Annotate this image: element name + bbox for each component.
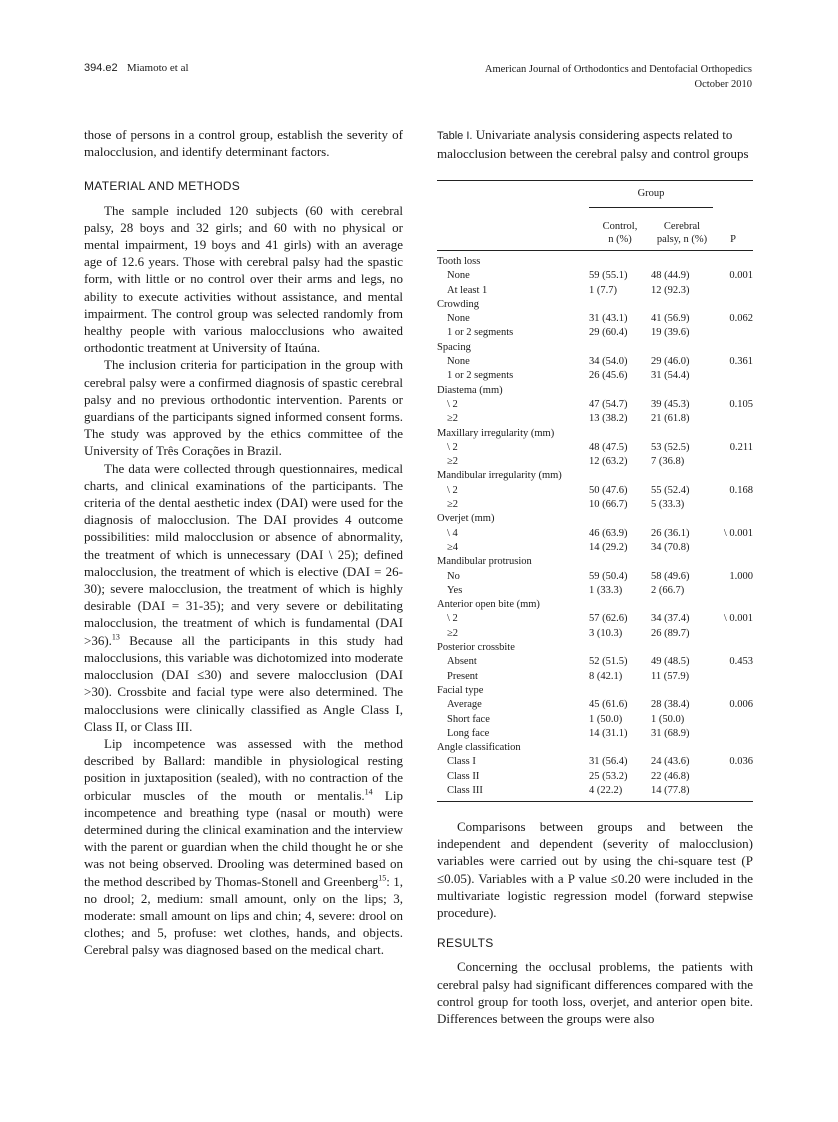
table-cell-p: 0.105 <box>729 398 753 410</box>
header-line: n (%) <box>608 233 632 245</box>
table-cell-p <box>713 541 753 555</box>
table-cell-cerebral-palsy: 24 (43.6) <box>651 756 690 768</box>
paragraph-inclusion: The inclusion criteria for participation in the group with cerebral palsy were a confirmed diagnosis of spastic cerebral palsy and no previous orthodontic intervention. Parents or guardians of the participants signed informed consent forms. The study was approved by the ethics committee of the University of Três Corações in Brazil. <box>84 357 403 459</box>
table-cell-cerebral-palsy: 58 (49.6) <box>651 570 690 582</box>
table-group-label: Crowding <box>437 298 479 310</box>
table-row <box>437 541 753 555</box>
left-column <box>84 126 403 959</box>
table-cell-control: 31 (56.4) <box>589 756 628 768</box>
table-header-cerebral-palsy <box>651 208 713 251</box>
table-cell-control: 10 (66.7) <box>589 499 628 511</box>
table-cell-control: 25 (53.2) <box>589 770 628 782</box>
table-group-row <box>437 512 753 526</box>
table-cell-cerebral-palsy: 21 (61.8) <box>651 413 690 425</box>
table-cell-level: Long face <box>447 727 490 739</box>
table-group-row <box>437 251 753 270</box>
table-header-empty <box>437 208 589 251</box>
table-cell-cerebral-palsy: 31 (54.4) <box>651 370 690 382</box>
text-segment: Because all the participants in this study had malocclusions, this variable was dichotomized into moderate malocclusion (DAI ≤30) and severe malocclusion (DAI >30). Crossbite and facial type were also determined. The malocclusions were clinically classified as Angle Class I, Class II, or Class III. <box>84 632 403 734</box>
table-cell-cerebral-palsy: 22 (46.8) <box>651 770 690 782</box>
table-cell-cerebral-palsy: 39 (45.3) <box>651 398 690 410</box>
table-cell-cerebral-palsy: 48 (44.9) <box>651 270 690 282</box>
table-cell-p <box>713 727 753 741</box>
table-cell-level: \ 4 <box>447 527 458 539</box>
table-group-label: Spacing <box>437 341 471 353</box>
paragraph-results: Concerning the occlusal problems, the patients with cerebral palsy had significant differences compared with the control group for tooth loss, overjet, and anterior open bite. Differences between the groups were also <box>437 959 753 1027</box>
table-header-empty <box>713 181 753 208</box>
table-cell-p <box>713 369 753 383</box>
table-row <box>437 627 753 641</box>
text-segment: The data were collected through questionnaires, medical charts, and clinical examinations of the participants. The criteria of the dental aesthetic index (DAI) were used for the diagnosis of malocclusion. The DAI provides 4 outcome possibilities: mild malocclusion or absence of abnormality, the treatment of which is unnecessary (DAI \ 25); defined malocclusion, the treatment of which is elective (DAI = 26-30); severe malocclusion, the treatment of which is highly desirable (DAI = 31-35); and very severe or debilitating malocclusion, the treatment of which is fundamental (DAI >36). <box>84 460 403 648</box>
paragraph-sample: The sample included 120 subjects (60 with cerebral palsy, 28 boys and 32 girls; and 60 with no physical or mental impairment, 19 boys and 41 girls) with an average age of 12.6 years. Those with cerebral palsy had the spastic form, with little or no control over their arms and legs, no ability to execute activities without assistance, and mental impairment. The control group was selected randomly from healthy people with various malocclusions who awaited orthodontic treatment at University of Itaúna. <box>84 202 403 356</box>
table-row <box>437 455 753 469</box>
reference-13: 13 <box>111 632 120 642</box>
table-cell-cerebral-palsy: 29 (46.0) <box>651 356 690 368</box>
running-header-right <box>485 62 752 92</box>
table-1 <box>437 180 753 802</box>
table-cell-control: 47 (54.7) <box>589 398 628 410</box>
table-group-label: Facial type <box>437 684 484 696</box>
table-cell-p <box>713 455 753 469</box>
table-cell-level: 1 or 2 segments <box>447 327 514 339</box>
table-header-control <box>589 208 651 251</box>
table-cell-p: 0.001 <box>729 270 753 282</box>
table-cell-p <box>713 284 753 298</box>
running-header-left <box>84 62 189 74</box>
table-cell-p <box>713 770 753 784</box>
right-column <box>437 818 753 1027</box>
table-header-group: Group <box>589 181 713 208</box>
table-cell-control: 4 (22.2) <box>589 784 651 802</box>
table-cell-level: \ 2 <box>447 441 458 453</box>
table-cell-level: 1 or 2 segments <box>447 370 514 382</box>
table-cell-level: \ 2 <box>447 398 458 410</box>
table-cell-level: None <box>447 356 470 368</box>
table-cell-level: Absent <box>447 656 477 668</box>
section-heading-methods: MATERIAL AND METHODS <box>84 179 241 194</box>
table-cell-control: 1 (50.0) <box>589 713 623 725</box>
table-row <box>437 269 753 283</box>
table-cell-control: 48 (47.5) <box>589 441 628 453</box>
table-cell-control: 52 (51.5) <box>589 656 628 668</box>
table-cell-control: 26 (45.6) <box>589 370 628 382</box>
table-cell-p: 0.036 <box>729 756 753 768</box>
reference-15: 15 <box>378 873 387 883</box>
table-cell-level: Yes <box>447 584 463 596</box>
table-cell-p <box>713 498 753 512</box>
table-cell-p: 0.453 <box>729 656 753 668</box>
univariate-table <box>437 180 753 802</box>
table-cell-control: 14 (29.2) <box>589 541 628 553</box>
table-cell-cerebral-palsy: 5 (33.3) <box>651 499 685 511</box>
table-cell-cerebral-palsy: 28 (38.4) <box>651 699 690 711</box>
table-row <box>437 355 753 369</box>
table-cell-level: At least 1 <box>447 284 488 296</box>
table-cell-level: Average <box>447 699 482 711</box>
table-cell-p <box>713 584 753 598</box>
table-cell-p <box>713 627 753 641</box>
table-cell-cerebral-palsy: 49 (48.5) <box>651 656 690 668</box>
table-group-row <box>437 741 753 755</box>
table-body <box>437 251 753 802</box>
table-cell-control: 45 (61.6) <box>589 699 628 711</box>
table-cell-control: 57 (62.6) <box>589 613 628 625</box>
table-cell-control: 8 (42.1) <box>589 670 623 682</box>
table-group-label: Diastema (mm) <box>437 384 503 396</box>
table-row <box>437 412 753 426</box>
table-cell-level: None <box>447 313 470 325</box>
table-cell-control: 50 (47.6) <box>589 484 628 496</box>
issue-date: October 2010 <box>694 79 752 90</box>
table-cell-p: \ 0.001 <box>723 527 753 539</box>
table-cell-cerebral-palsy: 2 (66.7) <box>651 584 685 596</box>
table-cell-level: Short face <box>447 713 490 725</box>
table-cell-cerebral-palsy: 53 (52.5) <box>651 441 690 453</box>
table-cell-level: ≥2 <box>447 627 459 639</box>
table-cell-cerebral-palsy: 31 (68.9) <box>651 727 690 739</box>
table-caption <box>437 126 753 162</box>
table-row <box>437 484 753 498</box>
table-row <box>437 398 753 412</box>
table-cell-control: 34 (54.0) <box>589 356 628 368</box>
table-cell-cerebral-palsy: 55 (52.4) <box>651 484 690 496</box>
table-group-label: Anterior open bite (mm) <box>437 599 540 611</box>
table-cell-cerebral-palsy: 7 (36.8) <box>651 456 685 468</box>
table-cell-cerebral-palsy: 12 (92.3) <box>651 284 690 296</box>
table-cell-p: 0.361 <box>729 356 753 368</box>
journal-name: American Journal of Orthodontics and Dentofacial Orthopedics <box>484 64 752 75</box>
header-line: Cerebral <box>663 221 701 232</box>
text-segment: Lip incompetence and breathing type (nasal or mouth) were determined during the clinical examination and the interview with the parent or guardian when the child thought he or she was not being observed. Drooling was determined based on the method described by Thomas-Stonell and Greenberg <box>84 787 403 889</box>
table-cell-p <box>713 670 753 684</box>
table-cell-level: \ 2 <box>447 613 458 625</box>
table-row <box>437 755 753 769</box>
table-cell-level: Class III <box>437 784 589 802</box>
table-row <box>437 584 753 598</box>
table-group-label: Maxillary irregularity (mm) <box>437 427 555 439</box>
table-column-header-row <box>437 208 753 251</box>
table-cell-control: 31 (43.1) <box>589 313 628 325</box>
table-cell-control: 59 (55.1) <box>589 270 628 282</box>
table-row <box>437 770 753 784</box>
table-cell-control: 59 (50.4) <box>589 570 628 582</box>
table-caption-text: Univariate analysis considering aspects related to malocclusion between the cerebral palsy and control groups <box>437 127 749 162</box>
table-cell-p <box>713 784 753 802</box>
author-line: Miamoto et al <box>126 62 189 74</box>
table-cell-control: 12 (63.2) <box>589 456 628 468</box>
table-row <box>437 527 753 541</box>
table-row <box>437 670 753 684</box>
table-cell-level: ≥2 <box>447 413 459 425</box>
text-segment: Lip incompetence was assessed with the method described by Ballard: mandible in physiological resting position in juxtaposition (sealed), with no contraction of the orbicular muscles of the mouth or mentalis. <box>84 735 403 803</box>
table-cell-level: ≥4 <box>447 541 459 553</box>
table-row <box>437 498 753 512</box>
table-row <box>437 612 753 626</box>
table-cell-level: ≥2 <box>447 456 459 468</box>
table-group-label: Mandibular protrusion <box>437 556 532 568</box>
table-group-row <box>437 384 753 398</box>
table-cell-cerebral-palsy: 34 (70.8) <box>651 541 690 553</box>
table-cell-cerebral-palsy: 41 (56.9) <box>651 313 690 325</box>
table-group-label: Overjet (mm) <box>437 513 495 525</box>
text-segment: : 1, no drool; 2, medium: small amount, only on the lips; 3, moderate: small amount on lips and chin; 4, severe: drool on clothes; and 5, profuse: wet clothes, hands, and objects. Cerebral palsy was diagnosed based on the medical chart. <box>84 873 403 958</box>
table-cell-level: Class I <box>447 756 476 768</box>
table-cell-p <box>713 412 753 426</box>
table-cell-p <box>713 713 753 727</box>
table-cell-cerebral-palsy: 1 (50.0) <box>651 713 685 725</box>
table-group-row <box>437 427 753 441</box>
table-group-label: Posterior crossbite <box>437 642 515 654</box>
table-group-label: Mandibular irregularity (mm) <box>437 470 562 482</box>
paragraph-comparisons: Comparisons between groups and between the independent and dependent (severity of malocclusion) variables were carried out by using the chi-square test (P ≤0.05). Variables with a P value ≤0.20 were included in the multivariate logistic regression model (forward stepwise procedure). <box>437 819 753 921</box>
paragraph-data-collection <box>84 460 403 735</box>
table-cell-level: No <box>447 570 460 582</box>
table-header-p: P <box>730 233 736 245</box>
table-row <box>437 698 753 712</box>
table-group-header-row <box>437 181 753 208</box>
table-cell-cerebral-palsy: 11 (57.9) <box>651 670 690 682</box>
table-cell-level: None <box>447 270 470 282</box>
reference-14: 14 <box>364 787 373 797</box>
table-row <box>437 284 753 298</box>
table-cell-control: 3 (10.3) <box>589 627 623 639</box>
table-cell-control: 29 (60.4) <box>589 327 628 339</box>
table-cell-level: Class II <box>447 770 480 782</box>
table-row <box>437 784 753 802</box>
table-cell-control: 46 (63.9) <box>589 527 628 539</box>
table-group-row <box>437 298 753 312</box>
table-row <box>437 326 753 340</box>
table-label: Table I. <box>437 130 473 142</box>
table-group-label: Angle classification <box>437 742 521 754</box>
paragraph-lip-incompetence <box>84 735 403 959</box>
table-row <box>437 727 753 741</box>
table-group-row <box>437 641 753 655</box>
table-group-row <box>437 598 753 612</box>
table-row <box>437 655 753 669</box>
table-cell-cerebral-palsy: 19 (39.6) <box>651 327 690 339</box>
table-cell-control: 1 (33.3) <box>589 584 623 596</box>
table-group-row <box>437 341 753 355</box>
paragraph-intro-continuation: those of persons in a control group, establish the severity of malocclusion, and identify determinant factors. <box>84 127 403 160</box>
table-row <box>437 441 753 455</box>
table-cell-p <box>713 326 753 340</box>
table-row <box>437 570 753 584</box>
page-number: 394.e2 <box>84 62 118 74</box>
table-cell-p: 0.006 <box>729 699 753 711</box>
table-cell-p: 0.062 <box>729 313 753 325</box>
header-line: Control, <box>602 221 638 232</box>
table-group-row <box>437 684 753 698</box>
table-cell-level: Present <box>447 670 478 682</box>
table-row <box>437 713 753 727</box>
table-cell-level: \ 2 <box>447 484 458 496</box>
table-cell-cerebral-palsy: 26 (89.7) <box>651 627 690 639</box>
table-group-row <box>437 469 753 483</box>
table-cell-level: ≥2 <box>447 499 459 511</box>
table-row <box>437 312 753 326</box>
table-cell-p: 1.000 <box>729 570 753 582</box>
table-cell-control: 1 (7.7) <box>589 284 617 296</box>
table-cell-cerebral-palsy: 14 (77.8) <box>651 784 713 802</box>
table-header-empty <box>437 181 589 208</box>
table-cell-cerebral-palsy: 26 (36.1) <box>651 527 690 539</box>
section-heading-results: RESULTS <box>437 936 494 951</box>
table-group-row <box>437 555 753 569</box>
table-cell-p: 0.211 <box>729 441 753 453</box>
header-line: palsy, n (%) <box>656 233 708 245</box>
table-cell-control: 13 (38.2) <box>589 413 628 425</box>
table-cell-p: \ 0.001 <box>723 613 753 625</box>
table-row <box>437 369 753 383</box>
table-cell-p: 0.168 <box>729 484 753 496</box>
table-cell-control: 14 (31.1) <box>589 727 628 739</box>
table-cell-cerebral-palsy: 34 (37.4) <box>651 613 690 625</box>
table-group-label: Tooth loss <box>437 256 481 267</box>
